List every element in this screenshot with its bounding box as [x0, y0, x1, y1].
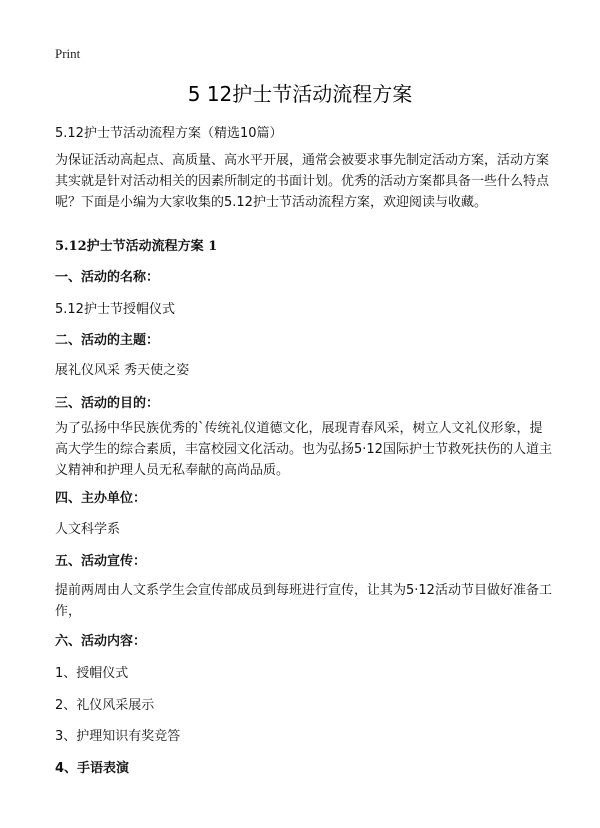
intro-paragraph: 为保证活动高起点、高质量、高水平开展，通常会被要求事先制定活动方案，活动方案其实就是针对活动相关的因素所制定的书面计划。优秀的活动方案都具备一些什么特点呢？下面是小编为大家收集的5.12护士节活动流程方案，欢迎阅读与收藏。	[55, 153, 550, 210]
section-body-purpose: 为了弘扬中华民族优秀的`传统礼仪道德文化，展现青春风采，树立人文礼仪形象，提高大学生的综合素质，丰富校园文化活动。也为弘扬5·12国际护士节救死扶伤的人道主义精神和护理人员无私奉献的高尚品质。	[55, 421, 552, 478]
section-title-purpose: 三、活动的目的：	[55, 396, 160, 411]
list-item: 4、手语表演	[55, 761, 130, 776]
plan-heading: 5.12护士节活动流程方案 1	[55, 239, 218, 254]
section-body-publicity: 提前两周由人文系学生会宣传部成员到每班进行宣传，让其为5·12活动节目做好准备工作，	[55, 583, 552, 619]
list-item: 1、授帽仪式	[55, 666, 129, 681]
section-body-name: 5.12护士节授帽仪式	[55, 302, 175, 317]
section-title-content: 六、活动内容：	[55, 634, 147, 649]
print-label[interactable]: Print	[55, 46, 81, 61]
section-title-theme: 二、活动的主题：	[55, 333, 160, 348]
section-title-publicity: 五、活动宣传：	[55, 554, 147, 569]
section-body-organizer: 人文科学系	[55, 522, 121, 537]
document-subtitle: 5.12护士节活动流程方案（精选10篇）	[55, 126, 283, 141]
list-item: 2、礼仪风采展示	[55, 698, 155, 713]
section-title-organizer: 四、主办单位：	[55, 491, 147, 506]
section-body-theme: 展礼仪风采 秀天使之姿	[55, 363, 190, 378]
list-item: 3、护理知识有奖竞答	[55, 729, 181, 744]
section-title-name: 一、活动的名称：	[55, 270, 160, 285]
page-title: 5 12护士节活动流程方案	[187, 82, 413, 106]
